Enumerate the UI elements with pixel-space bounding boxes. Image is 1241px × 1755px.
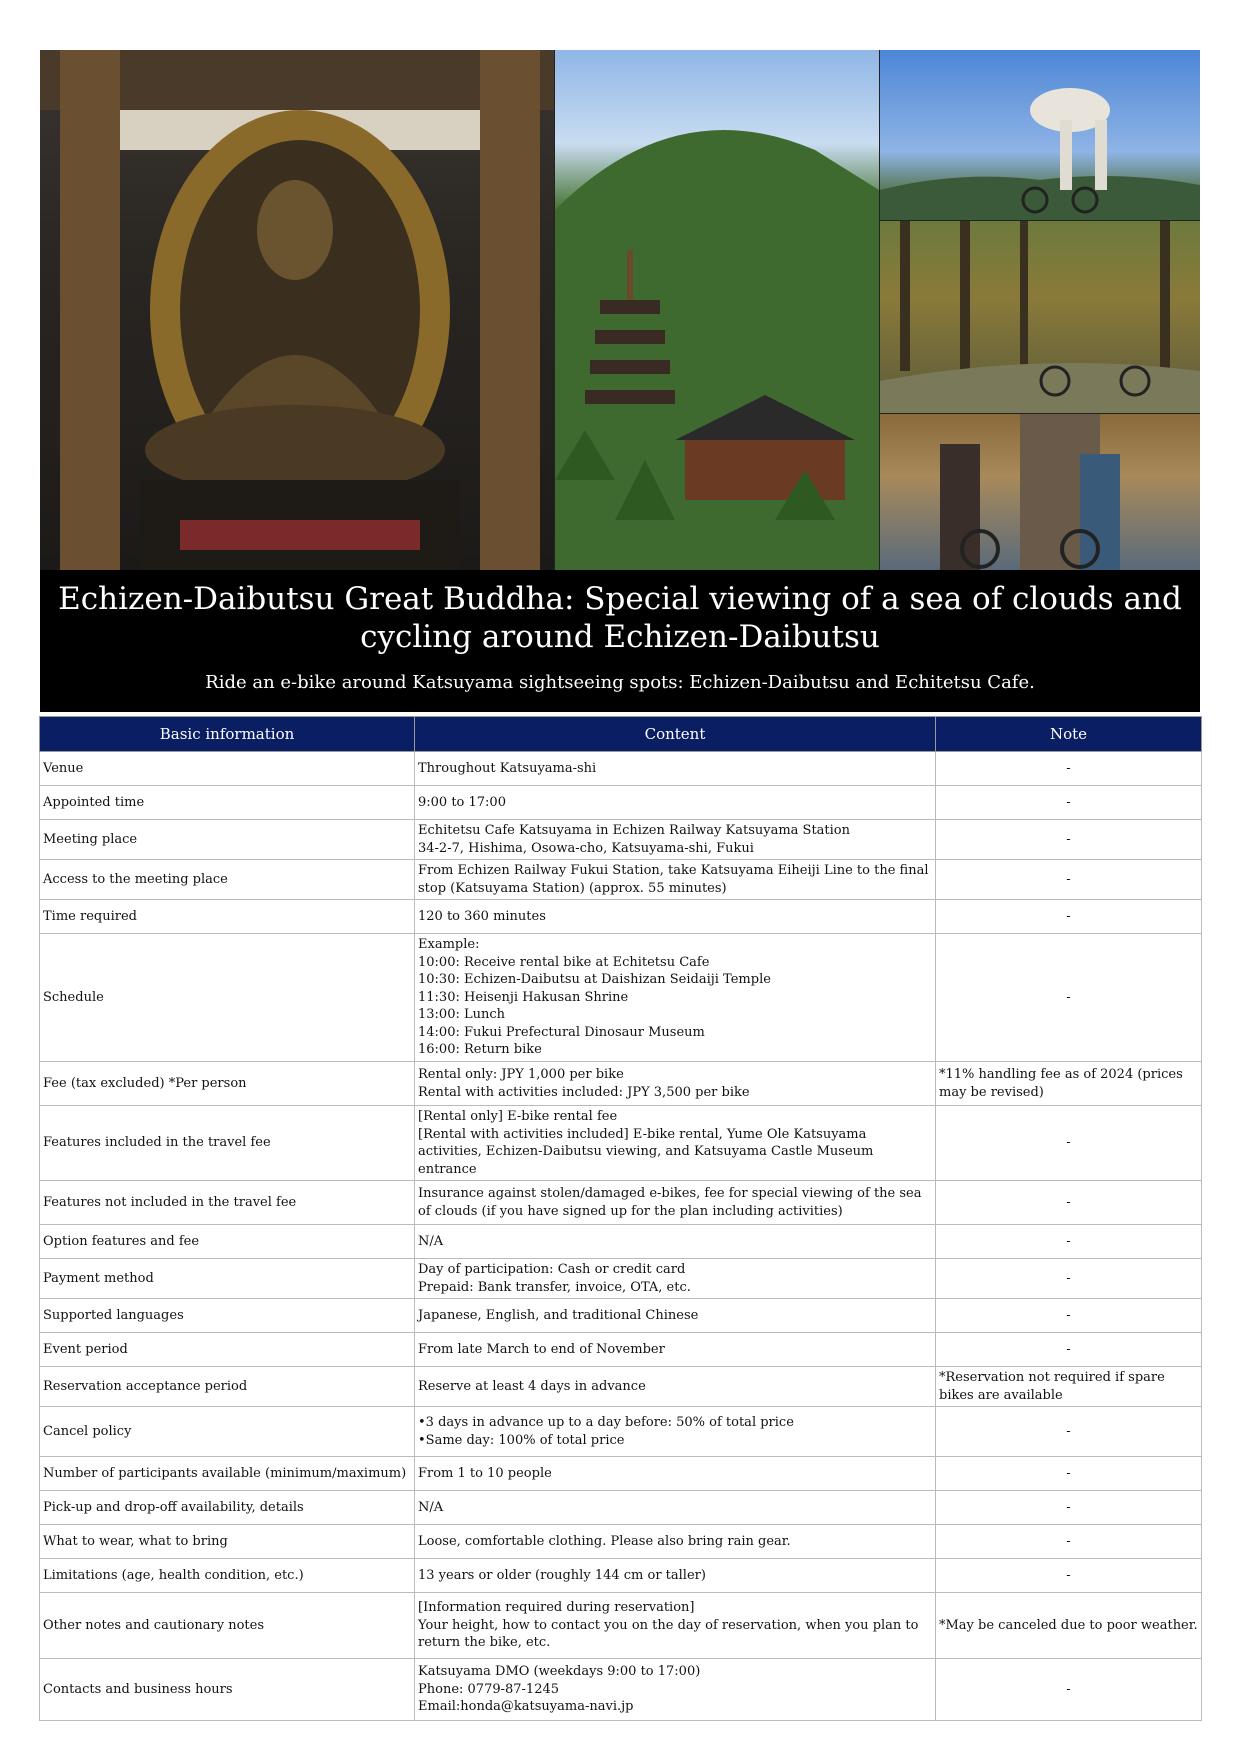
row-label: Payment method [40, 1259, 415, 1299]
content-line: Katsuyama DMO (weekdays 9:00 to 17:00) [418, 1664, 701, 1680]
forest-cycling-photo [880, 221, 1200, 413]
content-line: Japanese, English, and traditional Chinese [418, 1307, 699, 1323]
table-row [40, 1181, 1202, 1225]
row-note: - [936, 1659, 1202, 1721]
row-label: Fee (tax excluded) *Per person [40, 1062, 415, 1106]
row-label: Schedule [40, 934, 415, 1062]
content-line: [Rental with activities included] E-bike rental, Yume Ole Katsuyama activities, Echizen-Daibutsu viewing, and Katsuyama Castle Museum entrance [418, 1126, 874, 1177]
header-basic-information: Basic information [40, 717, 415, 752]
row-content [415, 1225, 936, 1259]
row-label: Limitations (age, health condition, etc.) [40, 1559, 415, 1593]
row-label: Number of participants available (minimum/maximum) [40, 1457, 415, 1491]
row-note: - [936, 1333, 1202, 1367]
content-line: From Echizen Railway Fukui Station, take Katsuyama Eiheiji Line to the final stop (Katsuyama Station) (approx. 55 minutes) [418, 863, 929, 896]
row-note: *11% handling fee as of 2024 (prices may be revised) [936, 1062, 1202, 1106]
row-note: - [936, 1457, 1202, 1491]
header-note: Note [936, 717, 1202, 752]
table-row [40, 1457, 1202, 1491]
photo-collage [40, 50, 1200, 570]
row-label: What to wear, what to bring [40, 1525, 415, 1559]
row-label: Features not included in the travel fee [40, 1181, 415, 1225]
row-label: Supported languages [40, 1299, 415, 1333]
row-content [415, 1457, 936, 1491]
row-note: - [936, 786, 1202, 820]
row-note: - [936, 934, 1202, 1062]
table-row [40, 1525, 1202, 1559]
row-note: - [936, 1525, 1202, 1559]
row-content [415, 1659, 936, 1721]
row-content [415, 1407, 936, 1457]
row-label: Reservation acceptance period [40, 1367, 415, 1407]
content-line: Prepaid: Bank transfer, invoice, OTA, etc. [418, 1279, 691, 1295]
table-row [40, 1299, 1202, 1333]
content-line: 11:30: Heisenji Hakusan Shrine [418, 989, 629, 1005]
row-label: Meeting place [40, 820, 415, 860]
content-line: •3 days in advance up to a day before: 50% of total price [418, 1415, 794, 1430]
table-row [40, 1491, 1202, 1525]
row-content [415, 860, 936, 900]
content-line: From 1 to 10 people [418, 1465, 552, 1481]
row-label: Contacts and business hours [40, 1659, 415, 1721]
row-label: Venue [40, 752, 415, 786]
row-content [415, 1062, 936, 1106]
content-line: Rental only: JPY 1,000 per bike [418, 1067, 624, 1082]
row-content [415, 1367, 936, 1407]
content-line: Loose, comfortable clothing. Please also bring rain gear. [418, 1533, 791, 1549]
content-line: Phone: 0779-87-1245 [418, 1681, 560, 1697]
content-line: Rental with activities included: JPY 3,500 per bike [418, 1084, 750, 1100]
row-note: - [936, 1407, 1202, 1457]
row-note: *Reservation not required if spare bikes are available [936, 1367, 1202, 1407]
table-row [40, 786, 1202, 820]
row-content [415, 1559, 936, 1593]
content-line: 120 to 360 minutes [418, 908, 546, 924]
row-label: Cancel policy [40, 1407, 415, 1457]
row-label: Event period [40, 1333, 415, 1367]
row-label: Option features and fee [40, 1225, 415, 1259]
row-note: - [936, 1259, 1202, 1299]
content-line: N/A [418, 1233, 444, 1249]
table-row [40, 1106, 1202, 1181]
content-line: Your height, how to contact you on the day of reservation, when you plan to return the bike, etc. [418, 1617, 919, 1651]
table-row [40, 1659, 1202, 1721]
content-line: [Information required during reservation] [418, 1600, 695, 1616]
dinosaur-cycling-photo [880, 50, 1200, 220]
table-row [40, 900, 1202, 934]
content-line: From late March to end of November [418, 1341, 665, 1357]
row-content [415, 1491, 936, 1525]
content-line: Day of participation: Cash or credit card [418, 1262, 686, 1277]
row-note: - [936, 1299, 1202, 1333]
row-note: *May be canceled due to poor weather. [936, 1593, 1202, 1659]
content-line: 34-2-7, Hishima, Osowa-cho, Katsuyama-shi, Fukui [418, 840, 754, 856]
table-header-row [40, 717, 1202, 752]
content-line: Example: [418, 937, 480, 953]
page-title: Echizen-Daibutsu Great Buddha: Special viewing of a sea of clouds and cycling around Echizen-Daibutsu [58, 581, 1182, 655]
table-row [40, 1593, 1202, 1659]
table-row [40, 1407, 1202, 1457]
row-content [415, 900, 936, 934]
content-line: 9:00 to 17:00 [418, 794, 506, 810]
row-label: Appointed time [40, 786, 415, 820]
table-row [40, 860, 1202, 900]
row-content [415, 1181, 936, 1225]
row-content [415, 752, 936, 786]
town-cycling-photo [880, 414, 1200, 570]
row-note: - [936, 1559, 1202, 1593]
content-line: N/A [418, 1499, 444, 1515]
content-line: 13 years or older (roughly 144 cm or taller) [418, 1567, 706, 1583]
table-row [40, 1559, 1202, 1593]
header-content: Content [415, 717, 936, 752]
row-label: Other notes and cautionary notes [40, 1593, 415, 1659]
row-label: Features included in the travel fee [40, 1106, 415, 1181]
content-line: Reserve at least 4 days in advance [418, 1378, 646, 1394]
row-note: - [936, 860, 1202, 900]
row-content [415, 1299, 936, 1333]
row-content [415, 786, 936, 820]
table-body [40, 752, 1202, 1721]
row-note: - [936, 752, 1202, 786]
basic-information-table [39, 716, 1202, 1721]
table-row [40, 1333, 1202, 1367]
row-content [415, 1259, 936, 1299]
row-note: - [936, 1225, 1202, 1259]
table-row [40, 752, 1202, 786]
content-line: 14:00: Fukui Prefectural Dinosaur Museum [418, 1024, 705, 1040]
row-note: - [936, 1106, 1202, 1181]
row-note: - [936, 1181, 1202, 1225]
great-buddha-photo [40, 50, 554, 570]
content-line: 10:00: Receive rental bike at Echitetsu Cafe [418, 954, 710, 970]
row-note: - [936, 900, 1202, 934]
row-content [415, 820, 936, 860]
row-content [415, 1593, 936, 1659]
table-row [40, 934, 1202, 1062]
row-content [415, 1525, 936, 1559]
content-line: Email:honda@katsuyama-navi.jp [418, 1699, 634, 1715]
row-note: - [936, 1491, 1202, 1525]
title-banner [40, 570, 1200, 712]
content-line: Insurance against stolen/damaged e-bikes, fee for special viewing of the sea of clouds (if you have signed up for the plan including activities) [418, 1186, 922, 1219]
row-label: Pick-up and drop-off availability, details [40, 1491, 415, 1525]
content-line: 16:00: Return bike [418, 1042, 542, 1058]
row-label: Access to the meeting place [40, 860, 415, 900]
content-line: Throughout Katsuyama-shi [418, 760, 597, 776]
content-line: 13:00: Lunch [418, 1007, 506, 1023]
row-note: - [936, 820, 1202, 860]
content-line: Echitetsu Cafe Katsuyama in Echizen Railway Katsuyama Station [418, 823, 851, 838]
row-content [415, 934, 936, 1062]
row-label: Time required [40, 900, 415, 934]
pagoda-temple-photo [555, 50, 879, 570]
row-content [415, 1106, 936, 1181]
content-line: •Same day: 100% of total price [418, 1432, 625, 1448]
content-line: [Rental only] E-bike rental fee [418, 1109, 618, 1124]
content-line: 10:30: Echizen-Daibutsu at Daishizan Seidaiji Temple [418, 972, 771, 988]
row-content [415, 1333, 936, 1367]
table-row [40, 1259, 1202, 1299]
table-row [40, 1367, 1202, 1407]
table-row [40, 1062, 1202, 1106]
page-subtitle: Ride an e-bike around Katsuyama sightseeing spots: Echizen-Daibutsu and Echitetsu Cafe. [205, 672, 1035, 693]
table-row [40, 1225, 1202, 1259]
table-row [40, 820, 1202, 860]
